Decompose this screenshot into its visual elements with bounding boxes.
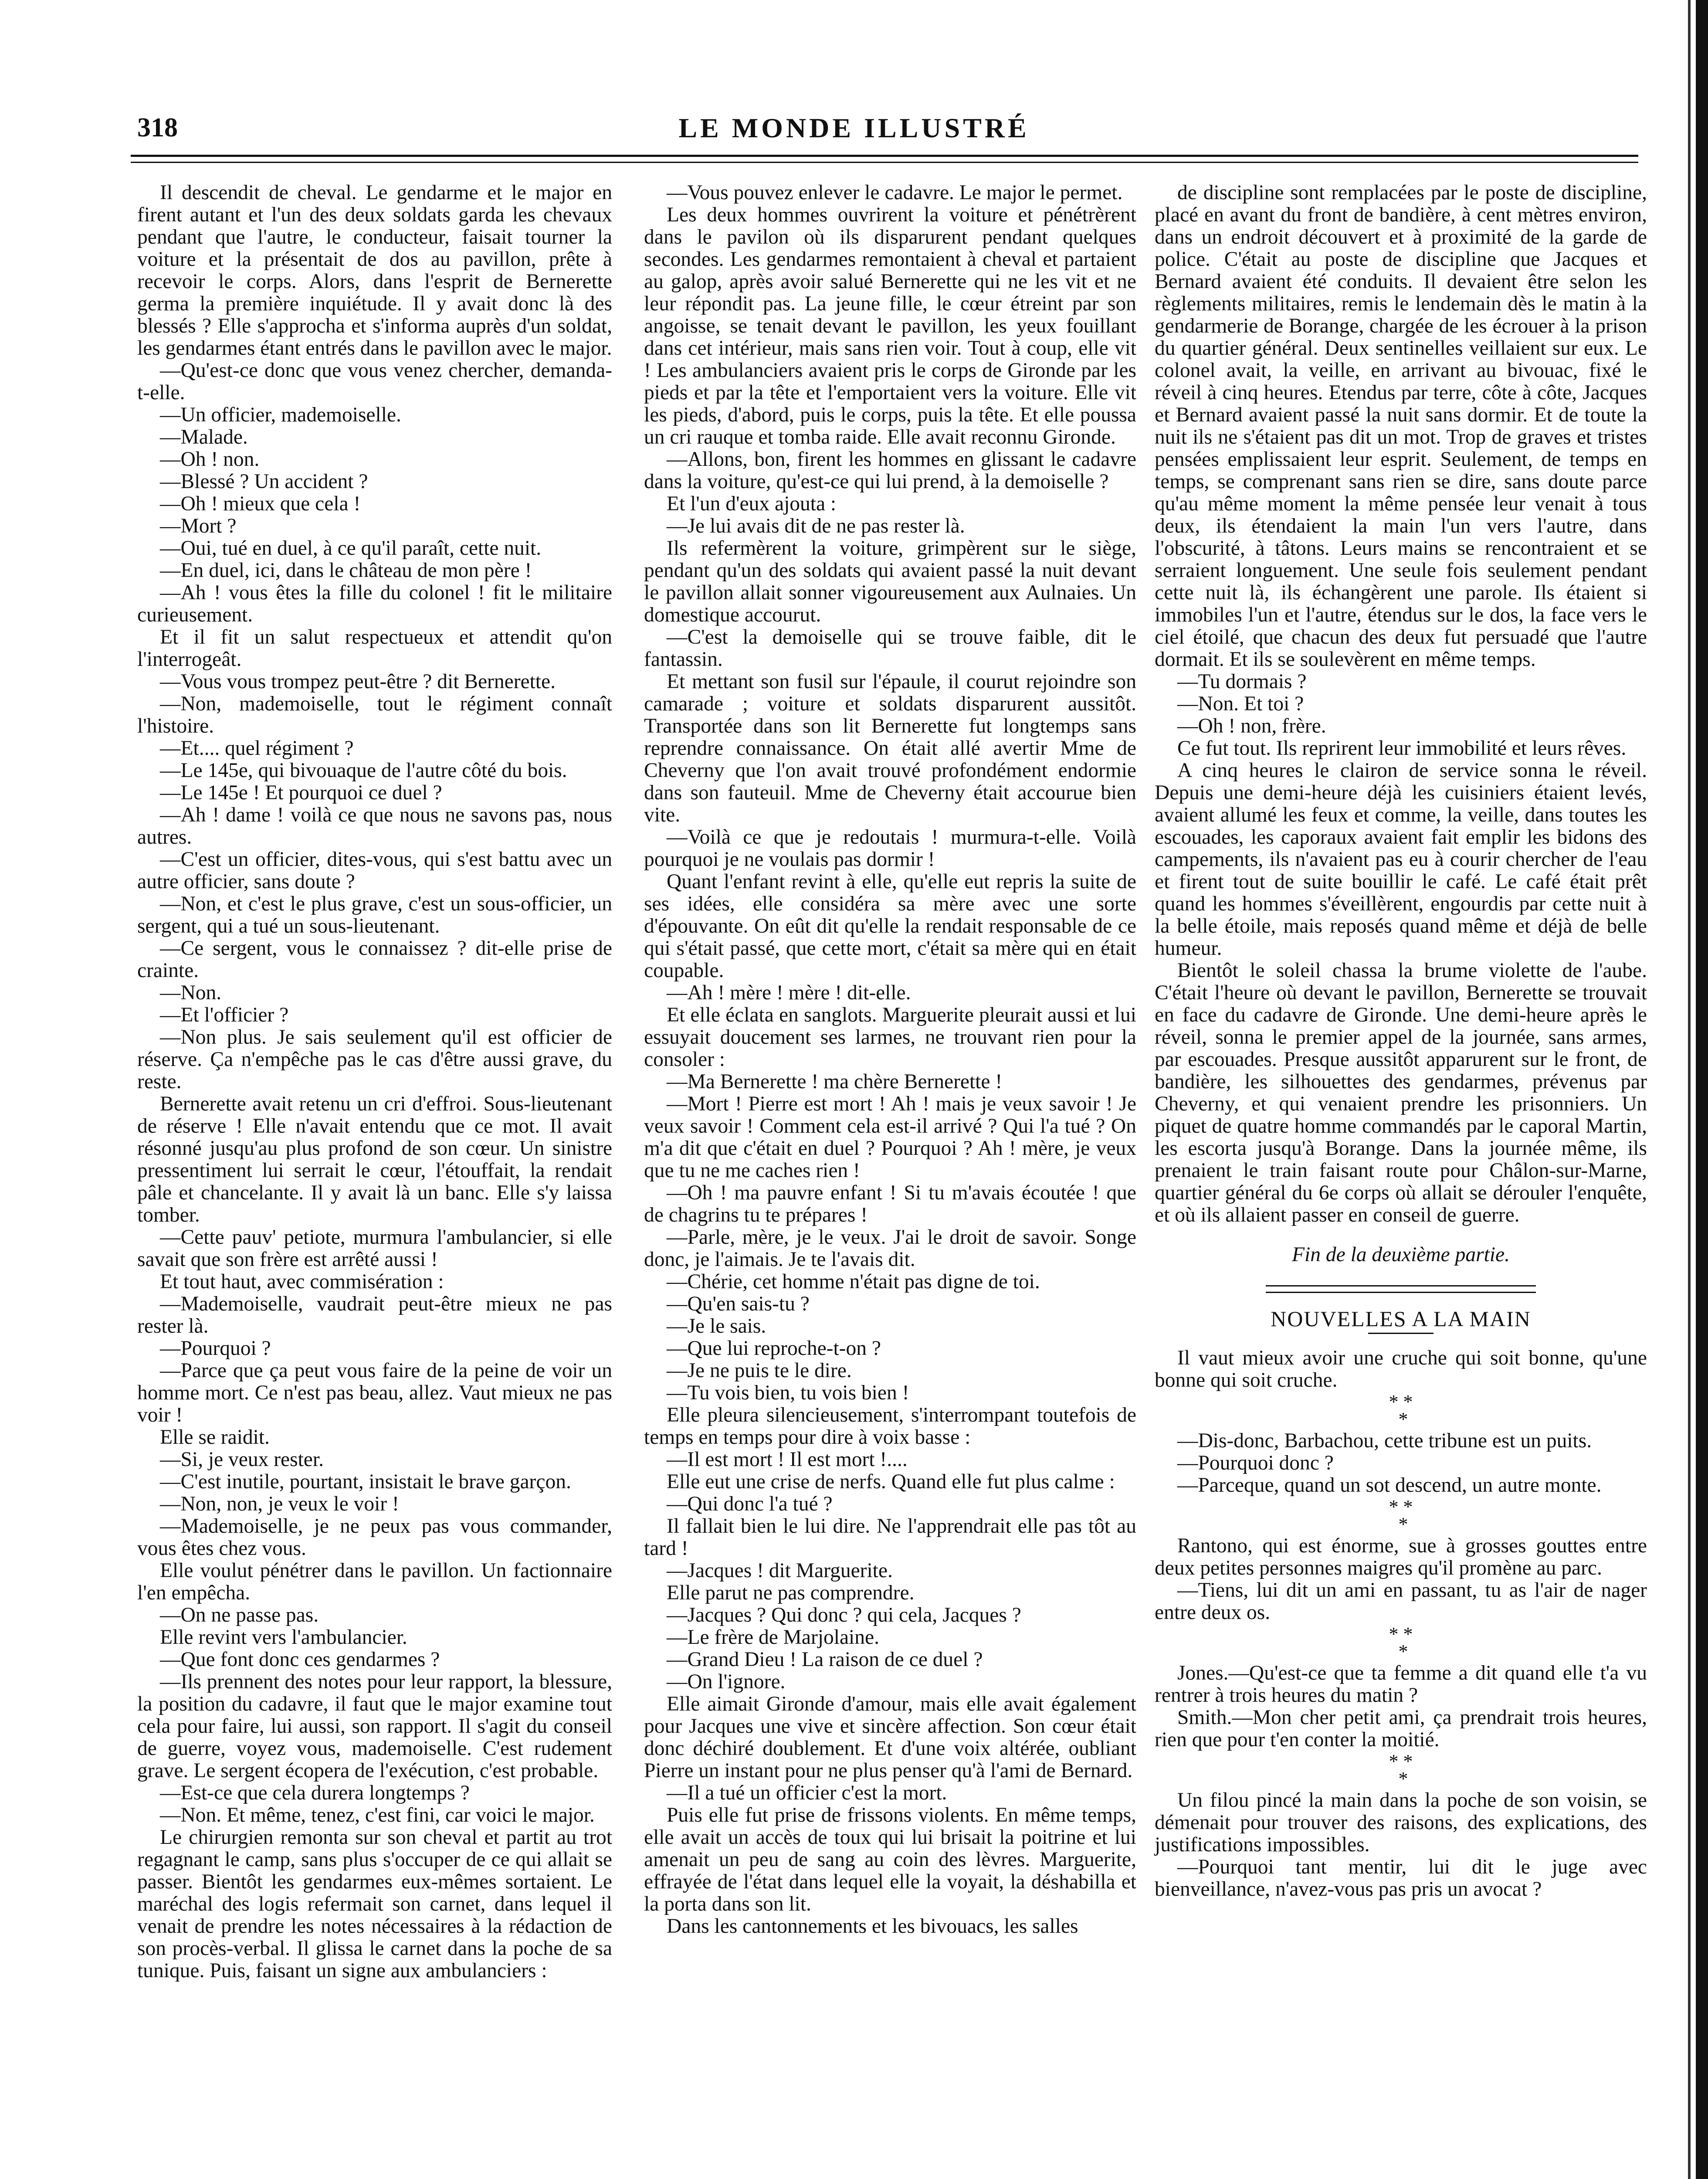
paragraph: Le chirurgien remonta sur son cheval et partit au trot regagnant le camp, sans plus s'occuper de ce qui allait se passer. Bientôt les gendarmes eux-mêmes sortaient. Le maréchal des logis refermait son carnet, dans lequel il venait de prendre les notes nécessaires à la rédaction de son procès-verbal. Il glissa le carnet dans la poche de sa tunique. Puis, faisant un signe aux ambulanciers : [137,1826,612,1982]
paragraph: —Est-ce que cela durera longtemps ? [160,1782,470,1804]
joke-line: —Pourquoi donc ? [1177,1452,1334,1474]
paragraph: —Qui donc l'a tué ? [667,1493,833,1515]
asterism-divider: * * * [1389,1391,1413,1430]
section-divider [1266,1285,1536,1293]
paragraph: Bientôt le soleil chassa la brume violette de l'aube. C'était l'heure où devant le pavillon, Bernerette se trouvait en face du cadavre de Gironde. Une demi-heure après le réveil, sonna le premier appel de la journée, sans armes, par escouades. Presque aussitôt apparurent sur le front, de bandière, les silhouettes des gendarmes, prévenus par Cheverny, et qui venaient prendre les prisonniers. Un piquet de quatre homme commandés par le caporal Martin, les escorta jusqu'à Borange. Dans la journée même, ils prenaient le train faisant route pour Châlon-sur-Marne, quartier général du 6e corps où allait se dérouler l'enquête, et où ils allaient passer en conseil de guerre. [1155,959,1647,1226]
paragraph: Et elle éclata en sanglots. Marguerite pleurait aussi et lui essuyait doucement ses larmes, ne trouvant rien pour la consoler : [644,1004,1136,1071]
paragraph: —Tu dormais ? [1177,670,1307,693]
paragraph: —Mademoiselle, vaudrait peut-être mieux ne pas rester là. [137,1293,612,1337]
paragraph: —Parce que ça peut vous faire de la peine de voir un homme mort. Ce n'est pas beau, allez. Vaut mieux ne pas voir ! [137,1359,612,1426]
joke-line: Un filou pincé la main dans la poche de son voisin, se démenait pour trouver des raisons, des explications, des justifications impossibles. [1155,1789,1647,1856]
paragraph: —Oh ! ma pauvre enfant ! Si tu m'avais écoutée ! que de chagrins tu te prépares ! [644,1181,1136,1226]
paragraph: —Non, mademoiselle, tout le régiment connaît l'histoire. [137,692,612,737]
paragraph: —Ah ! mère ! mère ! dit-elle. [667,981,911,1004]
paragraph: Bernerette avait retenu un cri d'effroi. Sous-lieutenant de réserve ! Elle n'avait entendu que ce mot. Il avait résonné jusqu'au plus profond de son cœur. Un sinistre pressentiment lui serrait le cœur, l'étouffait, la rendait pâle et chancelante. Il y avait là un banc. Elle s'y laissa tomber. [137,1093,612,1226]
paragraph: —Il a tué un officier c'est la mort. [667,1782,947,1804]
paragraph: Et mettant son fusil sur l'épaule, il courut rejoindre son camarade ; voiture et soldats disparurent aussitôt. Transportée dans son lit Bernerette fut longtemps sans reprendre connaissance. On était allé avertir Mme de Cheverny que l'on avait trouvé profondément endormie dans son fauteuil. Mme de Cheverny était accourue bien vite. [644,670,1136,826]
paragraph: Ce fut tout. Ils reprirent leur immobilité et leurs rêves. [1177,737,1627,760]
masthead-title: LE MONDE ILLUSTRÉ [678,112,1030,143]
paragraph: A cinq heures le clairon de service sonna le réveil. Depuis une demi-heure déjà les cuisiniers étaient levés, avaient allumé les feux et comme, la veille, dans toutes les escouades, les caporaux avaient fait emplir les bidons des campements, ils n'avaient pas eu à courir chercher de l'eau et firent tout de suite bouillir le café. Le café était prêt quand les hommes s'éveillèrent, engourdis par cette nuit à la belle étoile, mais reposés quand même et déjà de belle humeur. [1155,759,1647,960]
paragraph: —Ah ! dame ! voilà ce que nous ne savons pas, nous autres. [137,804,612,849]
end-of-part-note: Fin de la deuxième partie. [1292,1243,1510,1266]
page-number: 318 [137,113,178,143]
page-edge-shadow [1688,0,1691,2179]
column-2 [644,182,1136,1938]
joke-line: Il vaut mieux avoir une cruche qui soit bonne, qu'une bonne qui soit cruche. [1155,1347,1647,1392]
asterism-divider: * * * [1389,1751,1413,1789]
paragraph: —Vous vous trompez peut-être ? dit Bernerette. [160,670,556,693]
paragraph: —Le 145e, qui bivouaque de l'autre côté du bois. [160,759,567,782]
paragraph: —Chérie, cet homme n'était pas digne de toi. [667,1270,1040,1293]
column-3-body [1155,182,1647,1226]
joke-line: —Dis-donc, Barbachou, cette tribune est un puits. [1177,1429,1592,1452]
paragraph: —Cette pauv' petiote, murmura l'ambulancier, si elle savait que son frère est arrêté aussi ! [137,1226,612,1271]
paragraph: —Mademoiselle, je ne peux pas vous commander, vous êtes chez vous. [137,1515,612,1560]
paragraph: Elle eut une crise de nerfs. Quand elle fut plus calme : [667,1470,1115,1493]
paragraph: —Oh ! non. [160,448,260,471]
paragraph: —Allons, bon, firent les hommes en glissant le cadavre dans la voiture, qu'est-ce qui lui prend, à la demoiselle ? [644,448,1136,493]
paragraph: —Mort ? [160,515,237,537]
paragraph: —Il est mort ! Il est mort !.... [667,1448,908,1471]
paragraph: —Ah ! vous êtes la fille du colonel ! fit le militaire curieusement. [137,581,612,626]
paragraph: Et il fit un salut respectueux et attendit qu'on l'interrogeât. [137,626,612,671]
column-3 [1155,182,1647,1901]
paragraph: —Oh ! non, frère. [1177,715,1326,737]
paragraph: Il descendit de cheval. Le gendarme et le major en firent autant et l'un des deux soldats garda les chevaux pendant que l'autre, le conducteur, faisait tourner la voiture et la présentait de dos au pavillon, prête à recevoir le corps. Alors, dans l'esprit de Bernerette germa la première inquiétude. Il y avait donc là des blessés ? Elle s'approcha et s'informa auprès d'un soldat, les gendarmes étant entrés dans le pavillon avec le major. [137,181,612,360]
paragraph: —Mort ! Pierre est mort ! Ah ! mais je veux savoir ! Je veux savoir ! Comment cela est-il arrivé ? Qui l'a tué ? On m'a dit que c'était en duel ? Pourquoi ? Ah ! mère, je veux que tu ne me caches rien ! [644,1093,1136,1182]
paragraph: —Grand Dieu ! La raison de ce duel ? [667,1648,983,1671]
paragraph: —Qu'est-ce donc que vous venez chercher, demanda-t-elle. [137,359,612,404]
paragraph: Elle se raidit. [160,1426,270,1449]
page-edge [1696,0,1708,2179]
joke-line: Rantono, qui est énorme, sue à grosses gouttes entre deux petites personnes maigres qu'il promène au parc. [1155,1534,1647,1579]
joke-line: Jones.—Qu'est-ce que ta femme a dit quand elle t'a vu rentrer à trois heures du matin ? [1155,1662,1647,1707]
paragraph: —Voilà ce que je redoutais ! murmura-t-elle. Voilà pourquoi je ne voulais pas dormir ! [644,826,1136,871]
paragraph: —Oh ! mieux que cela ! [160,492,361,515]
paragraph: —Et l'officier ? [160,1004,289,1026]
paragraph: Et l'un d'eux ajouta : [667,492,837,515]
paragraph: —Si, je veux rester. [160,1448,324,1471]
paragraph: —Ma Bernerette ! ma chère Bernerette ! [667,1070,1003,1093]
paragraph: —Pourquoi ? [160,1337,271,1360]
paragraph: —Non plus. Je sais seulement qu'il est officier de réserve. Ça n'empêche pas le cas d'être aussi grave, du reste. [137,1026,612,1093]
paragraph: Les deux hommes ouvrirent la voiture et pénétrèrent dans le pavilon où ils disparurent pendant quelques secondes. Les gendarmes remontaient à cheval et partaient au galop, après avoir salué Bernerette qui ne les vit et ne leur répondit pas. La jeune fille, le cœur étreint par son angoisse, se tenait devant le pavillon, les yeux fouillant dans cet intérieur, mais sans rien voir. Tout à coup, elle vit ! Les ambulanciers avaient pris le corps de Gironde par les pieds et par la tête et l'emportaient vers la voiture. Elle vit les pieds, d'abord, puis le corps, puis la tête. Et elle poussa un cri rauque et tomba raide. Elle avait reconnu Gironde. [644,204,1136,448]
paragraph: de discipline sont remplacées par le poste de discipline, placé en avant du front de bandière, à cent mètres environ, dans un endroit découvert et à proximité de la garde de police. C'était au poste de discipline que Jacques et Bernard avaient été conduits. Il devaient être selon les règlements militaires, remis le lendemain dès le matin à la gendarmerie de Borange, chargée de les écrouer à la prison du quartier général. Deux sentinelles veillaient sur eux. Le colonel avait, la veille, en arrivant au bivouac, fixé le réveil à cinq heures. Etendus par terre, côte à côte, Jacques et Bernard avaient passé la nuit sans dormir. Et de toute la nuit ils ne s'étaient pas dit un mot. Trop de graves et tristes pensées emplissaient leur esprit. Seulement, de temps en temps, se comprenant sans rien se dire, sans doute parce qu'au même moment la même pensée leur venait à tous deux, ils étendaient la main l'un vers l'autre, dans l'obscurité, à tâtons. Leurs mains se rencontraient et se serraient longuement. Une seule fois seulement pendant cette nuit là, ils échangèrent une parole. Ils étaient si immobiles l'un et l'autre, étendus sur le dos, la face vers le ciel étoilé, que chacun des deux fut persuadé que l'autre dormait. Et ils se soulevèrent en même temps. [1155,181,1647,671]
paragraph: —Et.... quel régiment ? [160,737,354,760]
paragraph: —Ils prennent des notes pour leur rapport, la blessure, la position du cadavre, il faut que le major examine tout cela pour faire, lui aussi, son rapport. Il s'agit du conseil de guerre, voyez vous, mademoiselle. C'est rudement grave. Le sergent écopera de l'exécution, c'est probable. [137,1670,612,1782]
joke-line: —Pourquoi tant mentir, lui dit le juge avec bienveillance, n'avez-vous pas pris un avocat ? [1155,1856,1647,1901]
paragraph: Quant l'enfant revint à elle, qu'elle eut repris la suite de ses idées, elle considéra sa mère avec une sorte d'épouvante. On eût dit qu'elle la rendait responsable de ce qui s'était passé, que cette mort, c'était sa mère qui en était coupable. [644,870,1136,982]
header-rule [131,155,1638,157]
asterism-divider: * * * [1389,1496,1413,1535]
joke-line: —Tiens, lui dit un ami en passant, tu as l'air de nager entre deux os. [1155,1579,1647,1624]
joke-line: Smith.—Mon cher petit ami, ça prendrait trois heures, rien que pour t'en conter la moitié. [1155,1706,1647,1751]
paragraph: —C'est la demoiselle qui se trouve faible, dit le fantassin. [644,626,1136,671]
paragraph: —On ne passe pas. [160,1604,319,1626]
column-1 [137,182,612,1982]
paragraph: Elle parut ne pas comprendre. [667,1582,915,1604]
paragraph: —Je lui avais dit de ne pas rester là. [667,515,965,537]
paragraph: Elle revint vers l'ambulancier. [160,1626,407,1649]
header-rule-thin [131,162,1638,163]
paragraph: —Non. Et toi ? [1177,692,1304,715]
paragraph: Elle aimait Gironde d'amour, mais elle avait également pour Jacques une vive et sincère affection. Son cœur était donc déchiré doublement. Et d'une voix altérée, oubliant Pierre un instant pour ne plus penser qu'à l'ami de Bernard. [644,1693,1136,1782]
paragraph: Et tout haut, avec commisération : [160,1270,444,1293]
paragraph: —Blessé ? Un accident ? [160,470,368,493]
paragraph: —Que lui reproche-t-on ? [667,1337,881,1360]
paragraph: —Je ne puis te le dire. [667,1359,852,1382]
paragraph: —Jacques ? Qui donc ? qui cela, Jacques ? [667,1604,1021,1626]
paragraph: —C'est un officier, dites-vous, qui s'est battu avec un autre officier, sans doute ? [137,848,612,893]
title-underline [1368,1333,1434,1334]
paragraph: Il fallait bien le lui dire. Ne l'apprendrait elle pas tôt au tard ! [644,1515,1136,1560]
paragraph: —Un officier, mademoiselle. [160,404,401,426]
paragraph: —Je le sais. [667,1315,766,1337]
paragraph: Elle voulut pénétrer dans le pavillon. Un factionnaire l'en empêcha. [137,1559,612,1604]
paragraph: —Tu vois bien, tu vois bien ! [667,1381,909,1404]
paragraph: Dans les cantonnements et les bivouacs, les salles [667,1915,1078,1938]
paragraph: —On l'ignore. [667,1670,786,1693]
joke-line: —Parceque, quand un sot descend, un autre monte. [1177,1474,1602,1497]
paragraph: Elle pleura silencieusement, s'interrompant toutefois de temps en temps pour dire à voix basse : [644,1404,1136,1449]
paragraph: —Que font donc ces gendarmes ? [160,1648,440,1671]
asterism-divider: * * * [1389,1623,1413,1662]
paragraph: —Non, et c'est le plus grave, c'est un sous-officier, un sergent, qui a tué un sous-lieutenant. [137,893,612,937]
jokes-list [1155,1347,1647,1901]
paragraph: —Non. [160,981,222,1004]
paragraph: —Vous pouvez enlever le cadavre. Le major le permet. [667,181,1123,204]
paragraph: —En duel, ici, dans le château de mon père ! [160,559,532,582]
paragraph: —Le 145e ! Et pourquoi ce duel ? [160,781,442,804]
paragraph: —Le frère de Marjolaine. [667,1626,879,1649]
section-title: NOUVELLES A LA MAIN [1271,1307,1531,1331]
paragraph: Puis elle fut prise de frissons violents. En même temps, elle avait un accès de toux qui lui brisait la poitrine et lui amenait un peu de sang au coin des lèvres. Marguerite, effrayée de l'état dans lequel elle la voyait, la déshabilla et la porta dans son lit. [644,1804,1136,1915]
paragraph: —C'est inutile, pourtant, insistait le brave garçon. [160,1470,571,1493]
paragraph: —Malade. [160,426,248,448]
paragraph: —Jacques ! dit Marguerite. [667,1559,893,1582]
paragraph: —Non. Et même, tenez, c'est fini, car voici le major. [160,1804,595,1826]
paragraph: —Non, non, je veux le voir ! [160,1493,399,1515]
paragraph: Ils refermèrent la voiture, grimpèrent sur le siège, pendant qu'un des soldats qui avaient passé la nuit devant le pavillon allait sonner vigoureusement aux Aulnaies. Un domestique accourut. [644,537,1136,626]
paragraph: —Parle, mère, je le veux. J'ai le droit de savoir. Songe donc, je l'aimais. Je te l'avais dit. [644,1226,1136,1271]
paragraph: —Ce sergent, vous le connaissez ? dit-elle prise de crainte. [137,937,612,982]
paragraph: —Qu'en sais-tu ? [667,1293,810,1315]
paragraph: —Oui, tué en duel, à ce qu'il paraît, cette nuit. [160,537,542,560]
